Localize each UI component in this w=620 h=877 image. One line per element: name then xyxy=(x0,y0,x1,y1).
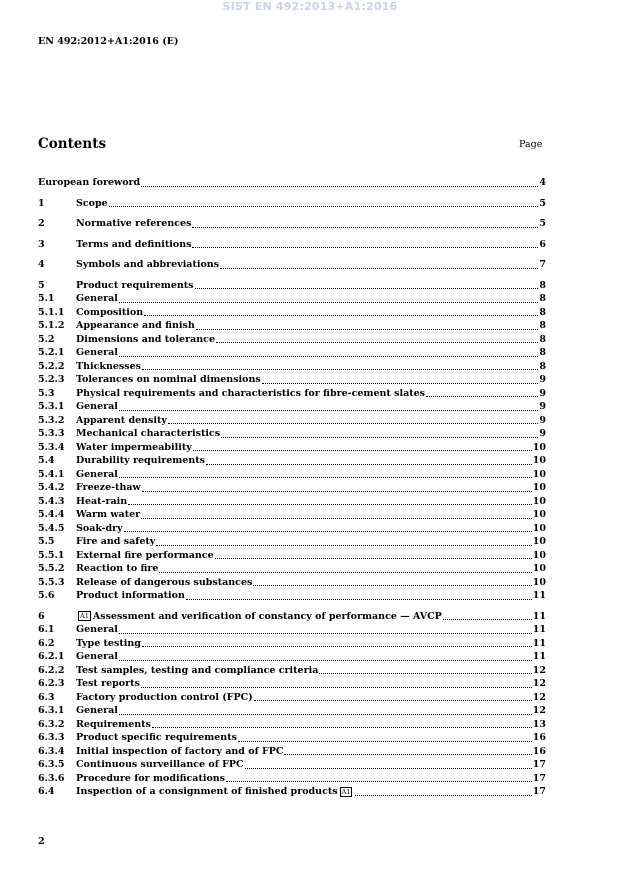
toc-entry-page: 11 xyxy=(532,651,546,662)
dot-leader xyxy=(142,646,532,647)
toc-entry-number: 5.3 xyxy=(38,387,55,399)
dot-leader xyxy=(119,633,532,634)
toc-entry[interactable] xyxy=(38,387,546,401)
dot-leader xyxy=(141,687,532,688)
toc-entry-title: Product requirements xyxy=(76,279,194,291)
toc-entry-page: 9 xyxy=(539,374,546,385)
toc-entry[interactable] xyxy=(38,441,546,455)
toc-entry-page: 16 xyxy=(532,732,546,743)
toc-entry-page: 9 xyxy=(539,428,546,439)
toc-entry[interactable] xyxy=(38,279,546,293)
toc-entry-number: 5.2.2 xyxy=(38,360,65,372)
toc-entry-title: Apparent density xyxy=(76,414,167,426)
toc-entry-page: 17 xyxy=(532,772,546,784)
dot-leader xyxy=(124,531,532,532)
toc-entry-title: Terms and definitions xyxy=(76,238,192,250)
toc-entry-title: Physical requirements and characteristics for fibre-cement slates xyxy=(76,387,426,399)
toc-entry-page: 6 xyxy=(539,238,546,250)
toc-entry-page: 5 xyxy=(539,218,546,229)
toc-entry-title: Product specific requirements xyxy=(76,732,237,743)
toc-entry-title: General xyxy=(76,347,118,358)
toc-entry-page: 16 xyxy=(532,745,546,757)
dot-leader xyxy=(226,781,532,782)
toc-entry-number: 6.3.6 xyxy=(38,772,65,784)
dot-leader xyxy=(186,599,532,600)
toc-entry-title: Appearance and finish xyxy=(76,320,195,331)
toc-entry-number: 5.5.2 xyxy=(38,563,65,574)
toc-entry-title: Requirements xyxy=(76,718,151,730)
dot-leader xyxy=(284,754,531,755)
toc-entry[interactable] xyxy=(38,414,546,428)
toc-entry-title: Water impermeability xyxy=(76,441,192,453)
toc-entry[interactable] xyxy=(38,637,546,651)
toc-entry-title: Reaction to fire xyxy=(76,563,159,574)
toc-entry-page: 10 xyxy=(532,509,546,520)
toc-entry-page: 12 xyxy=(532,664,546,676)
dot-leader xyxy=(119,356,538,357)
toc-entry-number: 5.3.1 xyxy=(38,401,65,412)
toc-entry-page: 8 xyxy=(539,360,546,372)
dot-leader xyxy=(142,369,538,370)
toc-entry-number: 6 xyxy=(38,610,45,622)
toc-entry-title: External fire performance xyxy=(76,549,214,561)
toc-entry-page: 10 xyxy=(532,495,546,507)
toc-entry-number: 6.3 xyxy=(38,691,55,703)
toc-entry-number: 6.3.3 xyxy=(38,732,65,743)
toc-entry[interactable] xyxy=(38,306,546,320)
toc-entry-page: 12 xyxy=(532,705,546,716)
toc-entry[interactable] xyxy=(38,576,546,590)
dot-leader xyxy=(355,795,531,796)
toc-entry-page: 13 xyxy=(532,718,546,730)
toc-entry-title: Thicknesses xyxy=(76,360,141,372)
toc-entry[interactable] xyxy=(38,176,546,190)
dot-leader xyxy=(119,410,538,411)
toc-entry-number: 5.2 xyxy=(38,333,55,345)
toc-entry[interactable] xyxy=(38,454,546,468)
dot-leader xyxy=(426,396,538,397)
toc-entry-title: Warm water xyxy=(76,509,141,520)
toc-entry-title: General xyxy=(76,705,118,716)
toc-entry-page: 9 xyxy=(539,401,546,412)
dot-leader xyxy=(152,727,532,728)
toc-entry-page: 17 xyxy=(532,786,546,797)
toc-entry[interactable] xyxy=(38,772,546,786)
dot-leader xyxy=(319,673,531,674)
toc-entry-page: 7 xyxy=(539,259,546,270)
table-of-contents xyxy=(38,176,546,799)
toc-entry[interactable] xyxy=(38,508,546,522)
toc-entry-title: Continuous surveillance of FPC xyxy=(76,759,244,770)
dot-leader xyxy=(193,450,532,451)
toc-entry-page: 11 xyxy=(532,610,546,622)
toc-entry-page: 10 xyxy=(532,576,546,588)
toc-entry-number: 6.1 xyxy=(38,624,55,635)
toc-entry-page: 17 xyxy=(532,759,546,770)
toc-entry-page: 8 xyxy=(539,320,546,331)
toc-entry[interactable] xyxy=(38,650,546,664)
toc-entry[interactable] xyxy=(38,522,546,536)
page-column-label: Page xyxy=(519,139,543,150)
dot-leader xyxy=(159,572,531,573)
toc-entry-title: Dimensions and tolerance xyxy=(76,333,215,345)
toc-entry-title: Assessment and verification of constancy of performance — AVCP xyxy=(92,610,442,622)
toc-entry-number: 6.4 xyxy=(38,786,55,797)
dot-leader xyxy=(245,768,532,769)
toc-entry[interactable] xyxy=(38,360,546,374)
dot-leader xyxy=(168,423,538,424)
toc-entry[interactable] xyxy=(38,691,546,705)
toc-entry-number: 5.1 xyxy=(38,293,55,304)
amendment-start-marker: A1 xyxy=(80,612,89,620)
toc-entry-number: 3 xyxy=(38,238,45,250)
toc-entry-page: 8 xyxy=(539,333,546,345)
toc-entry[interactable] xyxy=(38,217,546,231)
toc-entry-number: 5.2.3 xyxy=(38,374,65,385)
toc-entry[interactable] xyxy=(38,731,546,745)
toc-entry-title: General xyxy=(76,468,118,480)
toc-entry[interactable] xyxy=(38,427,546,441)
toc-entry-number: 6.3.2 xyxy=(38,718,65,730)
toc-entry-title: Procedure for modifications xyxy=(76,772,226,784)
toc-entry-page: 4 xyxy=(539,177,546,188)
toc-entry-page: 11 xyxy=(532,590,546,601)
dot-leader xyxy=(156,545,532,546)
toc-entry-title: Product information xyxy=(76,590,185,601)
toc-entry-number: 5.4.1 xyxy=(38,468,65,480)
toc-entry-number: 6.2 xyxy=(38,637,55,649)
toc-entry[interactable] xyxy=(38,610,546,624)
toc-entry-title: General xyxy=(76,401,118,412)
toc-entry-number: 5.4.3 xyxy=(38,495,65,507)
toc-entry-page: 11 xyxy=(532,637,546,649)
toc-entry-title: Tolerances on nominal dimensions xyxy=(76,374,261,385)
toc-entry-number: 5.4.5 xyxy=(38,522,65,534)
toc-entry[interactable] xyxy=(38,197,546,211)
toc-entry-title: Soak-dry xyxy=(76,522,123,534)
toc-entry-page: 8 xyxy=(539,306,546,318)
toc-entry-title: Fire and safety xyxy=(76,536,156,547)
toc-entry[interactable] xyxy=(38,292,546,306)
toc-entry-title: Test reports xyxy=(76,678,140,689)
toc-entry-title: Type testing xyxy=(76,637,141,649)
toc-entry-title: Freeze-thaw xyxy=(76,482,141,493)
toc-entry-number: 5.5.3 xyxy=(38,576,65,588)
dot-leader xyxy=(119,302,538,303)
toc-entry-title: Heat-rain xyxy=(76,495,128,507)
toc-entry[interactable] xyxy=(38,238,546,252)
dot-leader xyxy=(206,464,532,465)
dot-leader xyxy=(215,558,532,559)
toc-entry-title: General xyxy=(76,293,118,304)
dot-leader xyxy=(196,329,539,330)
toc-entry[interactable] xyxy=(38,346,546,360)
toc-entry-number: 5.3.2 xyxy=(38,414,65,426)
toc-entry[interactable] xyxy=(38,677,546,691)
dot-leader xyxy=(262,383,539,384)
toc-entry-title: Inspection of a consignment of finished products xyxy=(76,786,338,797)
dot-leader xyxy=(254,700,532,701)
dot-leader xyxy=(119,477,532,478)
toc-entry-number: 5.6 xyxy=(38,590,55,601)
toc-entry-page: 8 xyxy=(539,347,546,358)
toc-entry[interactable] xyxy=(38,562,546,576)
toc-entry-title: Durability requirements xyxy=(76,455,205,466)
toc-entry[interactable] xyxy=(38,664,546,678)
toc-entry-number: 5.4.2 xyxy=(38,482,65,493)
toc-entry-number: 1 xyxy=(38,197,45,209)
toc-entry[interactable] xyxy=(38,319,546,333)
toc-entry-title: Test samples, testing and compliance criteria xyxy=(76,664,319,676)
toc-entry-page: 11 xyxy=(532,624,546,635)
toc-entry-page: 9 xyxy=(539,387,546,399)
toc-entry[interactable] xyxy=(38,258,546,272)
toc-entry-page: 8 xyxy=(539,279,546,291)
toc-entry-title: Mechanical characteristics xyxy=(76,428,221,439)
toc-entry-number: 5.1.1 xyxy=(38,306,65,318)
dot-leader xyxy=(192,227,538,228)
dot-leader xyxy=(220,268,538,269)
toc-entry[interactable] xyxy=(38,704,546,718)
toc-entry[interactable] xyxy=(38,400,546,414)
toc-entry[interactable] xyxy=(38,468,546,482)
toc-entry-number: 5.2.1 xyxy=(38,347,65,358)
toc-entry-title: General xyxy=(76,651,118,662)
toc-entry-number: 6.3.1 xyxy=(38,705,65,716)
toc-entry-page: 10 xyxy=(532,536,546,547)
toc-entry-page: 10 xyxy=(532,455,546,466)
dot-leader xyxy=(119,714,532,715)
dot-leader xyxy=(119,660,532,661)
dot-leader xyxy=(253,585,531,586)
dot-leader xyxy=(144,315,538,316)
dot-leader xyxy=(443,619,532,620)
toc-entry-number: 5.4 xyxy=(38,455,55,466)
toc-entry-number: 4 xyxy=(38,259,45,270)
dot-leader xyxy=(195,288,539,289)
page-number: 2 xyxy=(38,836,45,847)
toc-entry-number: 6.3.4 xyxy=(38,745,65,757)
dot-leader xyxy=(221,437,538,438)
dot-leader xyxy=(192,247,538,248)
toc-entry-title: Scope xyxy=(76,197,108,209)
toc-entry[interactable] xyxy=(38,481,546,495)
toc-entry-number: 5.5 xyxy=(38,536,55,547)
toc-entry-title: Normative references xyxy=(76,218,192,229)
toc-entry-number: 6.3.5 xyxy=(38,759,65,770)
document-id: EN 492:2012+A1:2016 (E) xyxy=(38,36,179,47)
dot-leader xyxy=(238,741,532,742)
toc-entry-page: 8 xyxy=(539,293,546,304)
toc-entry[interactable] xyxy=(38,623,546,637)
watermark: SIST EN 492:2013+A1:2016 xyxy=(222,0,398,13)
toc-entry-number: 5.3.3 xyxy=(38,428,65,439)
dot-leader xyxy=(109,206,539,207)
toc-entry-page: 9 xyxy=(539,414,546,426)
toc-entry-page: 12 xyxy=(532,691,546,703)
toc-entry[interactable] xyxy=(38,589,546,603)
toc-entry-title: Composition xyxy=(76,306,144,318)
dot-leader xyxy=(216,342,538,343)
toc-entry-page: 10 xyxy=(532,549,546,561)
toc-entry-title: Symbols and abbreviations xyxy=(76,259,220,270)
toc-entry[interactable] xyxy=(38,535,546,549)
toc-entry-title: Release of dangerous substances xyxy=(76,576,253,588)
toc-entry-title: Factory production control (FPC) xyxy=(76,691,253,703)
dot-leader xyxy=(142,491,532,492)
toc-entry[interactable] xyxy=(38,785,546,799)
toc-entry-number: 5.5.1 xyxy=(38,549,65,561)
toc-entry-title: Initial inspection of factory and of FPC xyxy=(76,745,284,757)
toc-entry[interactable] xyxy=(38,373,546,387)
dot-leader xyxy=(141,186,538,187)
toc-entry-title: European foreword xyxy=(38,177,141,188)
toc-entry-number: 5.4.4 xyxy=(38,509,65,520)
toc-entry[interactable] xyxy=(38,333,546,347)
dot-leader xyxy=(128,504,532,505)
toc-entry[interactable] xyxy=(38,549,546,563)
dot-leader xyxy=(141,518,532,519)
amendment-end-marker: A1 xyxy=(341,787,351,796)
toc-entry-page: 10 xyxy=(532,441,546,453)
toc-entry-number: 5 xyxy=(38,279,45,291)
toc-entry[interactable] xyxy=(38,718,546,732)
toc-entry-number: 6.2.1 xyxy=(38,651,65,662)
toc-entry-page: 12 xyxy=(532,678,546,689)
toc-entry-number: 2 xyxy=(38,218,45,229)
toc-entry-page: 10 xyxy=(532,522,546,534)
toc-entry-number: 6.2.3 xyxy=(38,678,65,689)
toc-entry-number: 5.3.4 xyxy=(38,441,65,453)
toc-entry[interactable] xyxy=(38,758,546,772)
toc-entry[interactable] xyxy=(38,495,546,509)
toc-entry-page: 5 xyxy=(539,197,546,209)
toc-entry[interactable] xyxy=(38,745,546,759)
toc-entry-title: General xyxy=(76,624,118,635)
toc-entry-number: 6.2.2 xyxy=(38,664,65,676)
toc-entry-page: 10 xyxy=(532,482,546,493)
contents-title: Contents xyxy=(38,136,107,152)
toc-entry-page: 10 xyxy=(532,563,546,574)
toc-entry-page: 10 xyxy=(532,468,546,480)
toc-entry-number: 5.1.2 xyxy=(38,320,65,331)
